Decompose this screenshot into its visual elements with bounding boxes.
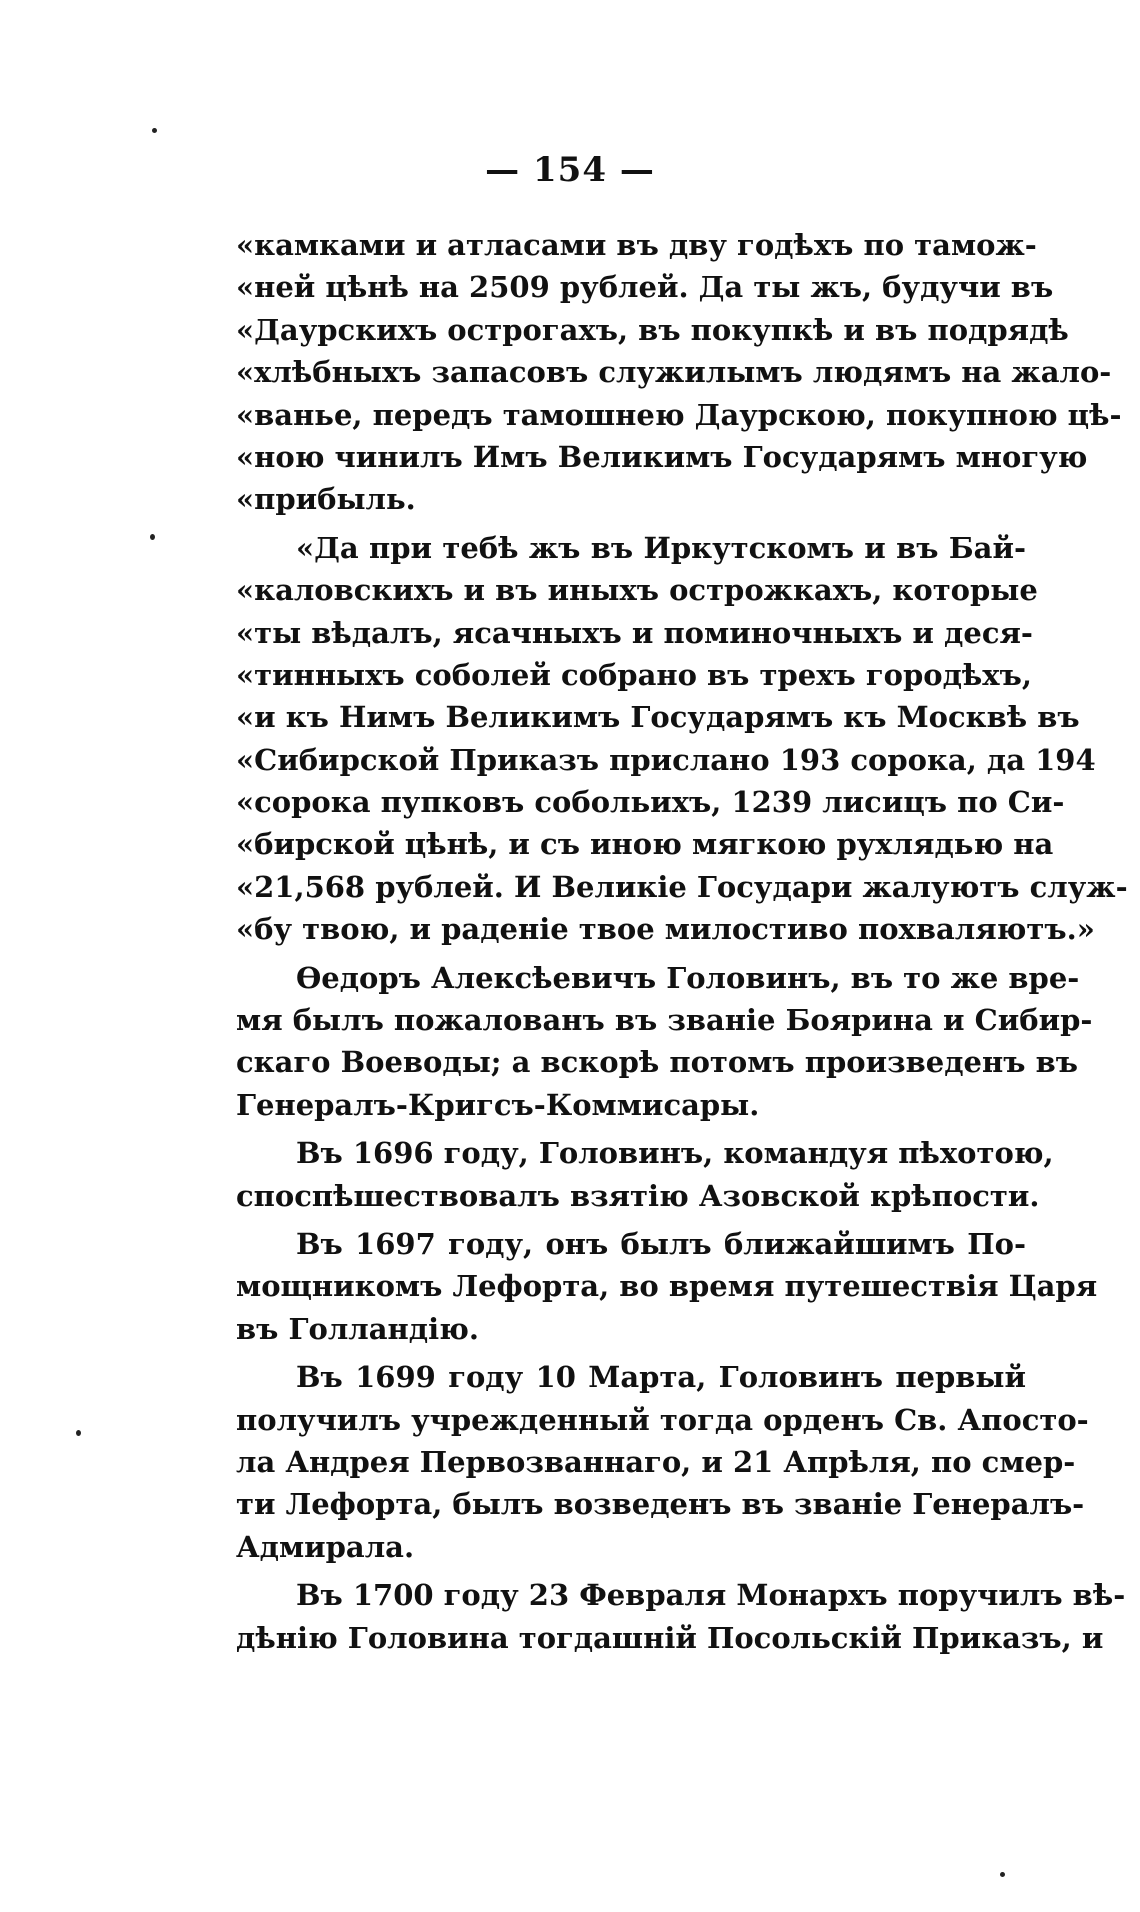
text-line: «бу твою, и раденіе твое милостиво похваляютъ.» — [236, 912, 1095, 947]
text-line: «сорока пупковъ собольихъ, 1239 лисицъ по Си- — [236, 785, 1065, 820]
text-line: Въ 1699 году 10 Марта, Головинъ первый — [296, 1360, 1026, 1395]
text-line: въ Голландію. — [236, 1311, 479, 1346]
text-line: Генералъ-Кригсъ-Коммисары. — [236, 1087, 760, 1122]
text-line: «Даурскихъ острогахъ, въ покупкѣ и въ подрядѣ — [236, 312, 1069, 347]
text-line: «хлѣбныхъ запасовъ служилымъ людямъ на жало- — [236, 355, 1112, 390]
paragraph — [236, 527, 1128, 951]
text-line: ла Андрея Первозваннаго, и 21 Апрѣля, по смер- — [236, 1444, 1076, 1479]
text-line: «Да при тебѣ жъ въ Иркутскомъ и въ Бай- — [296, 530, 1026, 565]
scan-speck — [76, 1430, 81, 1436]
text-line: Въ 1700 году 23 Февраля Монархъ поручилъ вѣ- — [296, 1578, 1126, 1613]
text-line: получилъ учрежденный тогда орденъ Св. Апосто- — [236, 1402, 1089, 1437]
text-line: Въ 1696 году, Головинъ, командуя пѣхотою, — [296, 1136, 1054, 1171]
text-line: «Сибирской Приказъ прислано 193 сорока, да 194 — [236, 742, 1096, 777]
text-line: «ней цѣнѣ на 2509 рублей. Да ты жъ, будучи въ — [236, 270, 1054, 305]
paragraph — [236, 1356, 1089, 1568]
text-line: ти Лефорта, былъ возведенъ въ званіе Генералъ- — [236, 1487, 1085, 1522]
text-line: «ты вѣдалъ, ясачныхъ и поминочныхъ и деся- — [236, 615, 1033, 650]
text-line: мя былъ пожалованъ въ званіе Боярина и Сибир- — [236, 1003, 1093, 1038]
text-line: «прибыль. — [236, 482, 416, 517]
text-line: «и къ Нимъ Великимъ Государямъ къ Москвѣ въ — [236, 700, 1080, 735]
text-line: споспѣшествовалъ взятію Азовской крѣпости. — [236, 1178, 1040, 1213]
text-line: Ѳедоръ Алексѣевичъ Головинъ, въ то же вре- — [296, 960, 1080, 995]
page-number: — 154 — — [485, 150, 655, 190]
text-line: «тинныхъ соболей собрано въ трехъ городѣхъ, — [236, 657, 1032, 692]
paragraph — [236, 1132, 1054, 1217]
paragraph — [236, 957, 1093, 1127]
scan-speck — [150, 534, 155, 540]
text-line: «ванье, передъ тамошнею Даурскою, покупною цѣ- — [236, 397, 1122, 432]
paragraph — [236, 1574, 1126, 1659]
text-line: «бирской цѣнѣ, и съ иною мягкою рухлядью на — [236, 827, 1054, 862]
paragraph — [236, 1223, 1098, 1350]
scan-speck — [152, 128, 157, 133]
text-line: «21,568 рублей. И Великіе Государи жалуютъ служ- — [236, 869, 1128, 904]
text-line: «камками и атласами въ дву годѣхъ по тамож- — [236, 228, 1037, 262]
text-line: Въ 1697 году, онъ былъ ближайшимъ По- — [296, 1226, 1026, 1261]
text-line: мощникомъ Лефорта, во время путешествія Царя — [236, 1269, 1098, 1304]
text-line: «каловскихъ и въ иныхъ острожкахъ, которые — [236, 573, 1038, 608]
text-line: «ною чинилъ Имъ Великимъ Государямъ многую — [236, 439, 1088, 474]
text-line: скаго Воеводы; а вскорѣ потомъ произведенъ въ — [236, 1045, 1078, 1080]
text-line: Адмирала. — [236, 1529, 415, 1564]
paragraph — [236, 224, 1122, 521]
body-text — [236, 224, 1128, 1659]
scan-speck — [1000, 1872, 1005, 1877]
text-line: дѣнію Головина тогдашній Посольскій Приказъ, и — [236, 1620, 1104, 1655]
